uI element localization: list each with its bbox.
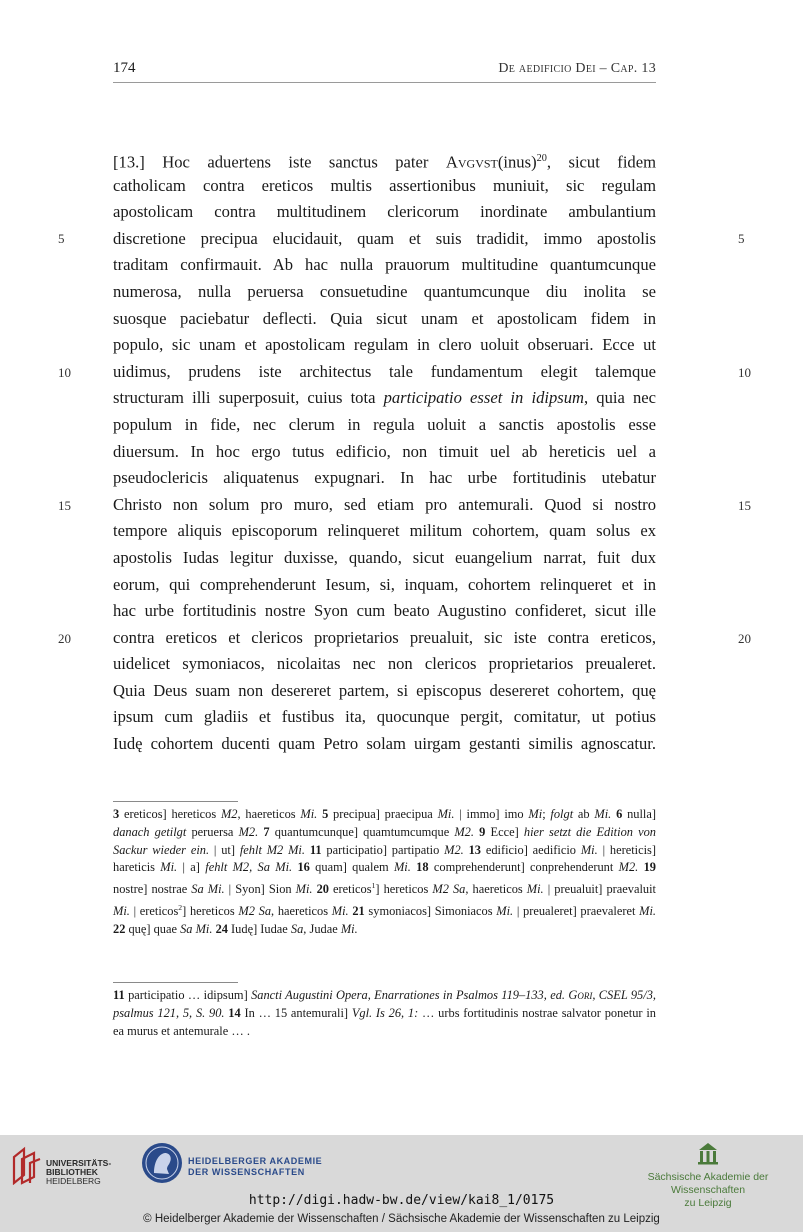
apparatus-segment: 22 bbox=[113, 922, 126, 937]
apparatus-segment: , haereticos bbox=[237, 807, 301, 821]
saxon-academy-building-icon bbox=[697, 1141, 719, 1165]
apparatus-segment: Mi. bbox=[496, 904, 514, 919]
apparatus-segment: symoniacos] Simoniacos bbox=[364, 904, 497, 919]
apparatus-segment: Mi. bbox=[331, 904, 349, 919]
text-segment: ipsum cum gladiis et fustibus ita, quocunque pergit, comitatur, ut potius bbox=[113, 707, 656, 727]
text-segment: Christo non solum pro muro, sed etiam pro antemurali. Quod si nostro bbox=[113, 494, 656, 514]
line-number-right: 10 bbox=[738, 365, 751, 380]
apparatus-segment: ereticos] hereticos bbox=[119, 807, 221, 821]
text-line bbox=[113, 412, 656, 439]
text-line bbox=[113, 545, 656, 572]
text-segment: , quia nec bbox=[584, 388, 656, 408]
apparatus-segment: M2. bbox=[444, 842, 464, 857]
apparatus-segment: Sa Mi. bbox=[180, 922, 213, 937]
text-segment: Quia Deus suam non desereret partem, si episcopus desereret cohortem, quę bbox=[113, 680, 656, 700]
apparatus-segment: 13 bbox=[468, 842, 481, 857]
apparatus-segment: Mi. bbox=[340, 922, 358, 937]
heidelberg-academy-logo[interactable] bbox=[140, 1141, 330, 1185]
apparatus-segment: Mi. bbox=[526, 882, 544, 897]
source-segment: 11 bbox=[113, 988, 125, 1002]
text-segment: tempore aliquis episcoporum relinqueret militum cohortem, quam solus ex bbox=[113, 521, 656, 541]
apparatus-segment: fehlt M2 Mi. bbox=[239, 842, 305, 857]
apparatus-segment: peruersa bbox=[186, 824, 239, 839]
line-number-right: 5 bbox=[738, 231, 745, 246]
text-line bbox=[113, 359, 656, 386]
text-segment: diuersum. In hoc ergo tutus edificio, non timuit uel ab hereticis uel a bbox=[113, 441, 656, 461]
apparatus-segment: quantumcunque] quamtumcumque bbox=[269, 824, 455, 839]
apparatus-segment: | ereticos bbox=[129, 904, 179, 919]
text-segment: , sicut fidem bbox=[546, 152, 656, 172]
apparatus-segment: nostre] nostrae bbox=[113, 882, 192, 897]
source-segment: … urbs fortitudinis nostrae salvator ponetur in ea murus et antemurale … . bbox=[113, 1005, 656, 1038]
apparatus-segment: Sa Mi. bbox=[191, 882, 225, 897]
apparatus-segment: Mi bbox=[528, 807, 543, 821]
text-segment: apostolicam contra multitudinem clericorum inordinate ambulantium bbox=[113, 202, 656, 222]
apparatus-segment: 11 bbox=[309, 842, 322, 857]
apparatus-segment: quę] quae bbox=[125, 922, 181, 937]
text-line bbox=[113, 252, 656, 279]
text-segment: suosque paciebatur deflecti. Quia sicut unam et apostolicam fidem in bbox=[113, 308, 656, 328]
apparatus-segment: precipua] praecipua bbox=[328, 807, 438, 821]
hadw-line-1: HEIDELBERGER AKADEMIE bbox=[188, 1156, 323, 1166]
ub-mark-icon bbox=[10, 1145, 42, 1185]
source-segment: , CSEL 95/3, psalmus 121, 5, S. 90. bbox=[113, 988, 656, 1020]
text-segment: Avgvst bbox=[445, 152, 498, 172]
text-line bbox=[113, 731, 656, 758]
apparatus-segment: | hereticis] hareticis bbox=[113, 842, 657, 875]
ub-logo-text bbox=[46, 1159, 111, 1186]
critical-apparatus bbox=[113, 806, 656, 939]
text-segment: numerosa, nulla peruersa consuetudine quantumcunque diu inolita se bbox=[113, 281, 656, 301]
apparatus-segment: | preualeret] praevaleret bbox=[513, 904, 640, 919]
apparatus-segment: M2. bbox=[454, 824, 474, 839]
sources-divider bbox=[113, 982, 238, 983]
text-segment: pseudoclericis aliquatenus expugnari. In hac urbe fortitudinis utebatur bbox=[113, 468, 656, 488]
text-segment: hac urbe fortitudinis nostre Syon cum beato Augustino confideret, sicut ille bbox=[113, 601, 656, 621]
text-segment: contra ereticos et clericos proprietarios preualuit, sic iste contra ereticos, bbox=[113, 627, 656, 647]
apparatus-segment: 2 bbox=[178, 903, 183, 913]
apparatus-segment: 19 bbox=[643, 860, 656, 875]
apparatus-segment: Mi. bbox=[437, 807, 455, 821]
text-segment: Iudę cohortem ducenti quam Petro solam uirgam gestanti similis agnoscatur. bbox=[113, 734, 656, 754]
line-number-left: 15 bbox=[58, 498, 71, 513]
apparatus-segment: participatio] partipatio bbox=[321, 842, 445, 857]
apparatus-segment: Mi. bbox=[594, 807, 612, 821]
apparatus-segment: , Judae bbox=[303, 922, 341, 937]
apparatus-segment: folgt bbox=[550, 807, 574, 821]
text-line bbox=[113, 598, 656, 625]
apparatus-segment: hier setzt die Edition von Sackur wieder ein. bbox=[113, 824, 657, 857]
sources-apparatus bbox=[113, 987, 656, 1040]
text-segment: populum in fide, nec clerum in regula uoluit a sanctis apostolis esse bbox=[113, 414, 656, 434]
apparatus-segment: M2 bbox=[220, 807, 238, 821]
apparatus-segment: ereticos bbox=[328, 882, 372, 897]
line-number-left: 20 bbox=[58, 631, 71, 646]
text-segment: 20 bbox=[536, 153, 547, 164]
apparatus-segment: comprehenderunt] conprehenderunt bbox=[428, 860, 619, 875]
apparatus-segment: danach getilgt bbox=[113, 824, 187, 839]
source-segment: 14 bbox=[228, 1005, 241, 1020]
apparatus-segment: 16 bbox=[297, 860, 310, 875]
text-line bbox=[113, 678, 656, 705]
apparatus-segment: nulla] bbox=[622, 807, 656, 821]
ub-line-3: HEIDELBERG bbox=[46, 1176, 101, 1186]
apparatus-segment: ; bbox=[542, 807, 551, 821]
apparatus-segment: | immo] imo bbox=[454, 807, 529, 821]
text-segment: eorum, qui comprehenderunt Iesum, si, inquam, cohortem relinqueret et in bbox=[113, 574, 656, 594]
apparatus-segment: quam] qualem bbox=[309, 860, 394, 875]
apparatus-segment: 24 bbox=[215, 922, 228, 937]
apparatus-segment: ] hereticos bbox=[375, 882, 433, 897]
apparatus-segment: ] hereticos bbox=[182, 904, 239, 919]
line-number-left: 10 bbox=[58, 365, 71, 380]
source-segment: participatio … idipsum] bbox=[124, 988, 252, 1002]
text-segment: structuram illi superposuit, cuius tota bbox=[113, 388, 384, 408]
apparatus-segment: 21 bbox=[352, 904, 365, 919]
apparatus-segment: 3 bbox=[113, 807, 120, 821]
apparatus-segment: M2. bbox=[618, 860, 639, 875]
apparatus-segment: Mi. bbox=[393, 860, 411, 875]
text-line bbox=[113, 572, 656, 599]
apparatus-segment: M2 Sa bbox=[238, 904, 272, 919]
apparatus-segment: Mi. bbox=[113, 904, 130, 919]
running-header bbox=[113, 60, 656, 83]
text-segment: uidimus, prudens iste architectus tale fundamentum elegit talemque bbox=[113, 361, 656, 381]
line-number-right: 20 bbox=[738, 631, 751, 646]
text-segment: [13.] Hoc aduertens iste sanctus pater bbox=[113, 152, 446, 172]
text-segment: apostolis Iudas legitur duxisse, quando, sicut euangelium narrat, fuit dux bbox=[113, 547, 656, 567]
apparatus-segment: | Syon] Sion bbox=[224, 882, 296, 897]
text-line bbox=[113, 173, 656, 200]
apparatus-segment: Iudę] Iudae bbox=[227, 922, 291, 937]
text-line bbox=[113, 465, 656, 492]
apparatus-segment: ab bbox=[573, 807, 595, 821]
apparatus-segment: , haereticos bbox=[465, 882, 527, 897]
apparatus-segment: 5 bbox=[322, 807, 329, 821]
saw-line-1: Sächsische Akademie der Wissenschaften bbox=[647, 1171, 769, 1196]
ub-line-2: BIBLIOTHEK bbox=[46, 1167, 98, 1177]
text-line bbox=[113, 385, 656, 412]
text-line bbox=[113, 146, 656, 173]
text-segment: catholicam contra ereticos multis assertionibus muniuit, sic regulam bbox=[113, 175, 656, 195]
text-line bbox=[113, 226, 656, 253]
page-number: 174 bbox=[113, 60, 136, 76]
apparatus-segment: 9 bbox=[479, 824, 486, 839]
apparatus-segment: Sa bbox=[290, 922, 304, 937]
text-line bbox=[113, 332, 656, 359]
source-segment: Vgl. Is 26, 1: bbox=[351, 1005, 419, 1020]
academy-logo-text bbox=[188, 1156, 322, 1178]
apparatus-segment: Mi. bbox=[580, 842, 598, 857]
apparatus-segment: Mi. bbox=[300, 807, 318, 821]
text-segment: traditam confirmauit. Ab hac nulla prauorum multitudine quantumcunque bbox=[113, 255, 656, 275]
text-line bbox=[113, 199, 656, 226]
text-line bbox=[113, 704, 656, 731]
apparatus-segment: M2 Sa bbox=[432, 882, 466, 897]
running-title: De aedificio Dei – Cap. 13 bbox=[498, 61, 656, 76]
hadw-line-2: DER WISSENSCHAFTEN bbox=[188, 1167, 305, 1177]
text-segment: discretione precipua elucidauit, quam et suis tradidit, immo apostolis bbox=[113, 228, 656, 248]
university-library-logo[interactable] bbox=[10, 1145, 120, 1185]
text-segment: (inus) bbox=[497, 152, 537, 172]
text-line bbox=[113, 625, 656, 652]
text-line bbox=[113, 306, 656, 333]
text-segment: participatio esset in idipsum bbox=[383, 388, 585, 408]
apparatus-segment: | preualuit] praevaluit bbox=[543, 882, 657, 897]
line-number-right: 15 bbox=[738, 498, 751, 513]
source-segment: In … 15 antemurali] bbox=[240, 1005, 352, 1020]
apparatus-segment: fehlt M2, Sa Mi. bbox=[205, 860, 293, 875]
apparatus-segment: edificio] aedificio bbox=[481, 842, 581, 857]
apparatus-segment: | ut] bbox=[209, 842, 240, 857]
apparatus-segment: Mi. bbox=[639, 904, 656, 919]
apparatus-segment: 18 bbox=[416, 860, 429, 875]
apparatus-segment: Mi. bbox=[295, 882, 313, 897]
text-line bbox=[113, 492, 656, 519]
saw-line-2: zu Leipzig bbox=[684, 1197, 732, 1209]
apparatus-segment: 6 bbox=[616, 807, 623, 821]
line-number-left: 5 bbox=[58, 231, 65, 246]
apparatus-divider bbox=[113, 801, 238, 802]
apparatus-segment: M2. bbox=[238, 824, 259, 839]
apparatus-segment: 20 bbox=[316, 882, 329, 897]
ub-line-1: UNIVERSITÄTS- bbox=[46, 1158, 112, 1168]
apparatus-segment: | a] bbox=[177, 860, 206, 875]
text-line bbox=[113, 279, 656, 306]
apparatus-segment: 1 bbox=[371, 881, 376, 891]
source-segment: Gori bbox=[568, 988, 593, 1002]
apparatus-segment: Ecce] bbox=[485, 824, 524, 839]
text-line bbox=[113, 518, 656, 545]
apparatus-segment: Mi. bbox=[160, 860, 178, 875]
apparatus-segment: , haereticos bbox=[271, 904, 332, 919]
permalink-url[interactable]: http://digi.hadw-bw.de/view/kai8_1/0175 bbox=[248, 1193, 555, 1208]
text-line bbox=[113, 439, 656, 466]
source-segment: Sancti Augustini Opera, Enarrationes in Psalmos 119–133, ed. bbox=[251, 988, 569, 1002]
text-segment: populo, sic unam et apostolicam regulam in clero uoluit obseruari. Ecce ut bbox=[113, 335, 656, 355]
copyright-notice: © Heidelberger Akademie der Wissenschaften / Sächsische Akademie der Wissenschaften zu Leipzig bbox=[143, 1213, 660, 1225]
main-text bbox=[113, 146, 656, 758]
text-line bbox=[113, 651, 656, 678]
text-segment: uidelicet symoniacos, nicolaitas nec non clericos proprietarios preualeret. bbox=[113, 654, 656, 674]
apparatus-segment: 7 bbox=[263, 824, 270, 839]
academy-seal-icon bbox=[140, 1141, 184, 1185]
digitization-footer bbox=[0, 1135, 803, 1232]
